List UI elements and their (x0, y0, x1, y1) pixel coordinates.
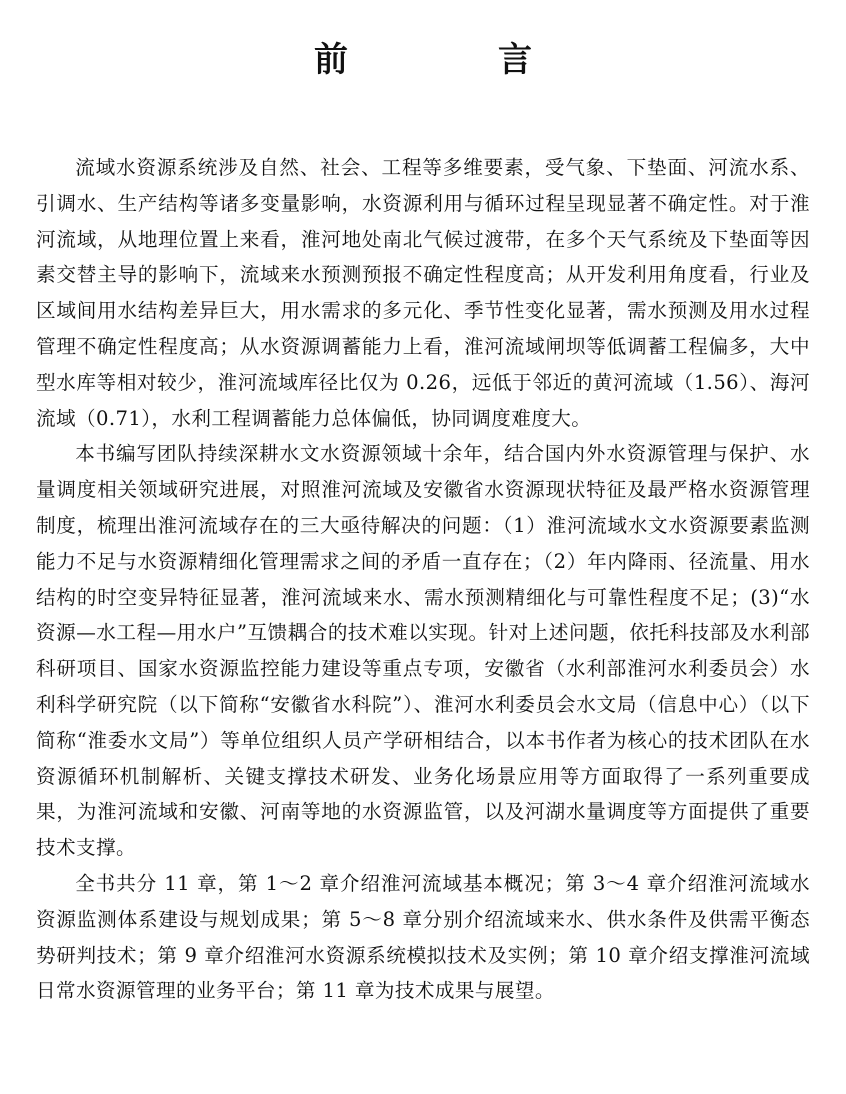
paragraph-2: 本书编写团队持续深耕水文水资源领域十余年，结合国内外水资源管理与保护、水量调度相关领域研究进展，对照淮河流域及安徽省水资源现状特征及最严格水资源管理制度，梳理出淮河流域存在的三大亟待解决的问题：（1）淮河流域水文水资源要素监测能力不足与水资源精细化管理需求之间的矛盾一直存在；（2）年内降雨、径流量、用水结构的时空变异特征显著，淮河流域来水、需水预测精细化与可靠性程度不足；(3)“水资源—水工程—用水户”互馈耦合的技术难以实现。针对上述问题，依托科技部及水利部科研项目、国家水资源监控能力建设等重点专项，安徽省（水利部淮河水利委员会）水利科学研究院（以下简称“安徽省水科院”）、淮河水利委员会水文局（信息中心）（以下简称“淮委水文局”）等单位组织人员产学研相结合，以本书作者为核心的技术团队在水资源循环机制解析、关键支撑技术研发、业务化场景应用等方面取得了一系列重要成果，为淮河流域和安徽、河南等地的水资源监管，以及河湖水量调度等方面提供了重要技术支撑。 (36, 442, 810, 860)
paragraph-1: 流域水资源系统涉及自然、社会、工程等多维要素，受气象、下垫面、河流水系、引调水、生产结构等诸多变量影响，水资源利用与循环过程呈现显著不确定性。对于淮河流域，从地理位置上来看，淮河地处南北气候过渡带，在多个天气系统及下垫面等因素交替主导的影响下，流域来水预测预报不确定性程度高；从开发利用角度看，行业及区域间用水结构差异巨大，用水需求的多元化、季节性变化显著，需水预测及用水过程管理不确定性程度高；从水资源调蓄能力上看，淮河流域闸坝等低调蓄工程偏多，大中型水库等相对较少，淮河流域库径比仅为 0.26，远低于邻近的黄河流域（1.56）、海河流域（0.71），水利工程调蓄能力总体偏低，协同调度难度大。 (36, 156, 810, 430)
page-title: 前 言 (314, 40, 590, 80)
paragraph-3: 全书共分 11 章，第 1～2 章介绍淮河流域基本概况；第 3～4 章介绍淮河流域水资源监测体系建设与规划成果；第 5～8 章分别介绍流域来水、供水条件及供需平衡态势研判技术；第 9 章介绍淮河水资源系统模拟技术及实例；第 10 章介绍支撑淮河流域日常水资源管理的业务平台；第 11 章为技术成果与展望。 (36, 871, 810, 1003)
